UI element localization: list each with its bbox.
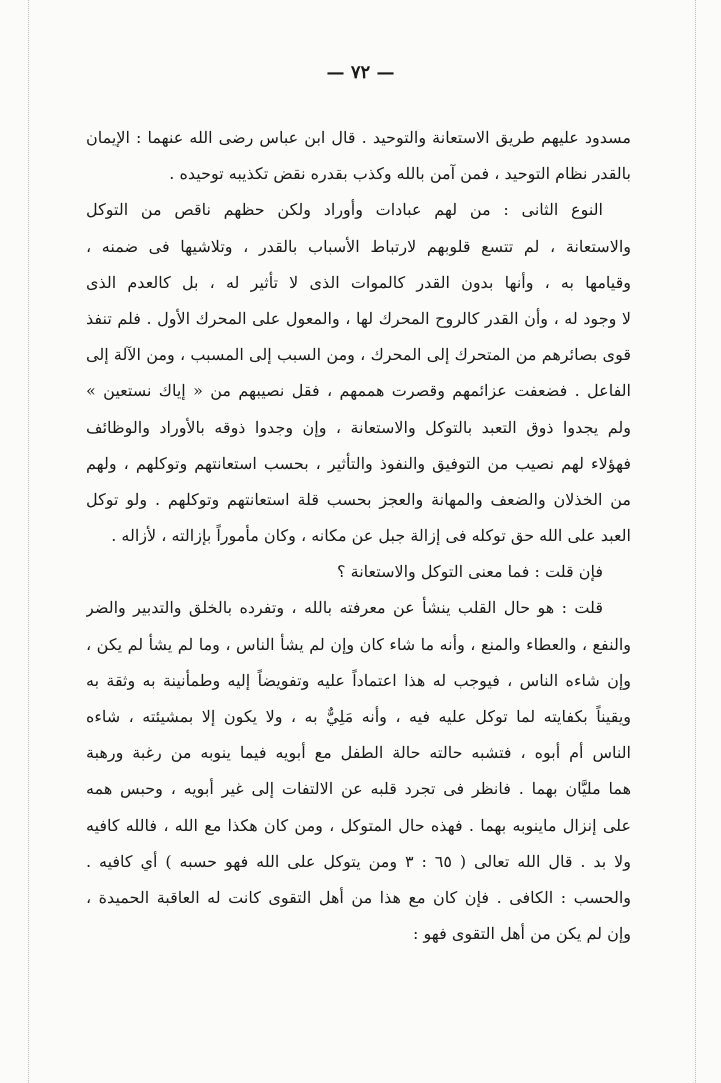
text-line: قلت : هو حال القلب ينشأ عن معرفته بالله ، وتفرده بالخلق والتدبير والضر [86, 598, 603, 618]
page-margin-rule-left [28, 0, 29, 1083]
text-line: فإن قلت : فما معنى التوكل والاستعانة ؟ [337, 562, 603, 582]
text-line: قوى بصائرهم من المتحرك إلى المحرك ، ومن السبب إلى المسبب ، ومن الآلة إلى [86, 345, 631, 365]
text-line: مسدود عليهم طريق الاستعانة والتوحيد . قال ابن عباس رضى الله عنهما : الإيمان [86, 128, 631, 147]
text-line: ولم يجدوا ذوق التعبد بالتوكل والاستعانة ، وإن وجدوا ذوقه بالأوراد والوظائف [86, 417, 631, 437]
text-line: العبد على الله حق توكله فى إزالة جبل عن مكانه ، وكان مأموراً بإزالته ، لأزاله . [111, 526, 631, 546]
text-line: والاستعانة ، لم تتسع قلوبهم لارتباط الأسباب بالقدر ، وتلاشيها فى ضمنه ، [86, 236, 631, 256]
text-line: بالقدر نظام التوحيد ، فمن آمن بالله وكذب بقدره نقض تكذيبه توحيده . [169, 164, 631, 184]
text-line: وقيامها به ، وأنها بدون القدر كالموات الذى لا تأثير له ، بل كالعدم الذى [86, 272, 631, 292]
text-line: والنفع ، والعطاء والمنع ، وأنه ما شاء كان وإن لم يشأ الناس ، وما لم يشأ لم يكن ، [86, 634, 631, 654]
text-line: على إنزال ماينوبه بهما . فهذه حال المتوكل ، ومن كان هكذا مع الله ، فالله كافيه [86, 815, 631, 835]
text-line: الفاعل . فضعفت عزائمهم وقصرت هممهم ، فقل نصيبهم من « إياك نستعين » [86, 381, 631, 401]
text-line: الناس أم أبوه ، فتشبه حالته حالة الطفل مع أبويه فيما ينوبه من رغبة ورهبة [86, 743, 631, 763]
text-line: وإن لم يكن من أهل التقوى فهو : [413, 924, 631, 944]
body-text [86, 120, 631, 952]
text-line: النوع الثانى : من لهم عبادات وأوراد ولكن حظهم ناقص من التوكل [86, 200, 603, 220]
text-line: لا وجود له ، وأن القدر كالروح المحرك لها ، والمعول على المحرك الأول . فلم تنفذ [86, 308, 631, 328]
page-margin-rule-right [695, 0, 696, 1083]
text-line: هما مليَّان بهما . فانظر فى تجرد قلبه عن الالتفات إلى غير أبويه ، وحبس همه [86, 779, 631, 799]
page-number: — ٧٢ — [326, 62, 395, 83]
text-line: ولا بد . قال الله تعالى ( ٦٥ : ٣ ومن يتوكل على الله فهو حسبه ) أي كافيه . [86, 851, 631, 871]
text-line: من الخذلان والضعف والمهانة والعجز بحسب قلة استعانتهم وتوكلهم . ولو توكل [86, 489, 631, 509]
text-line: ويقيناً بكفايته لما توكل عليه فيه ، وأنه مَلِيٌّ به ، ولا يكون إلا بمشيئته ، شاءه [86, 707, 631, 726]
text-line: فهؤلاء لهم نصيب من التوفيق والنفوذ والتأثير ، بحسب استعانتهم وتوكلهم ، ولهم [86, 453, 631, 473]
text-line: وإن شاءه الناس ، فيوجب له هذا اعتماداً عليه وتفويضاً إليه وطمأنينة به وثقة به [86, 670, 631, 690]
text-line: والحسب : الكافى . فإن كان مع هذا من أهل التقوى كانت له العاقبة الحميدة ، [86, 887, 631, 907]
